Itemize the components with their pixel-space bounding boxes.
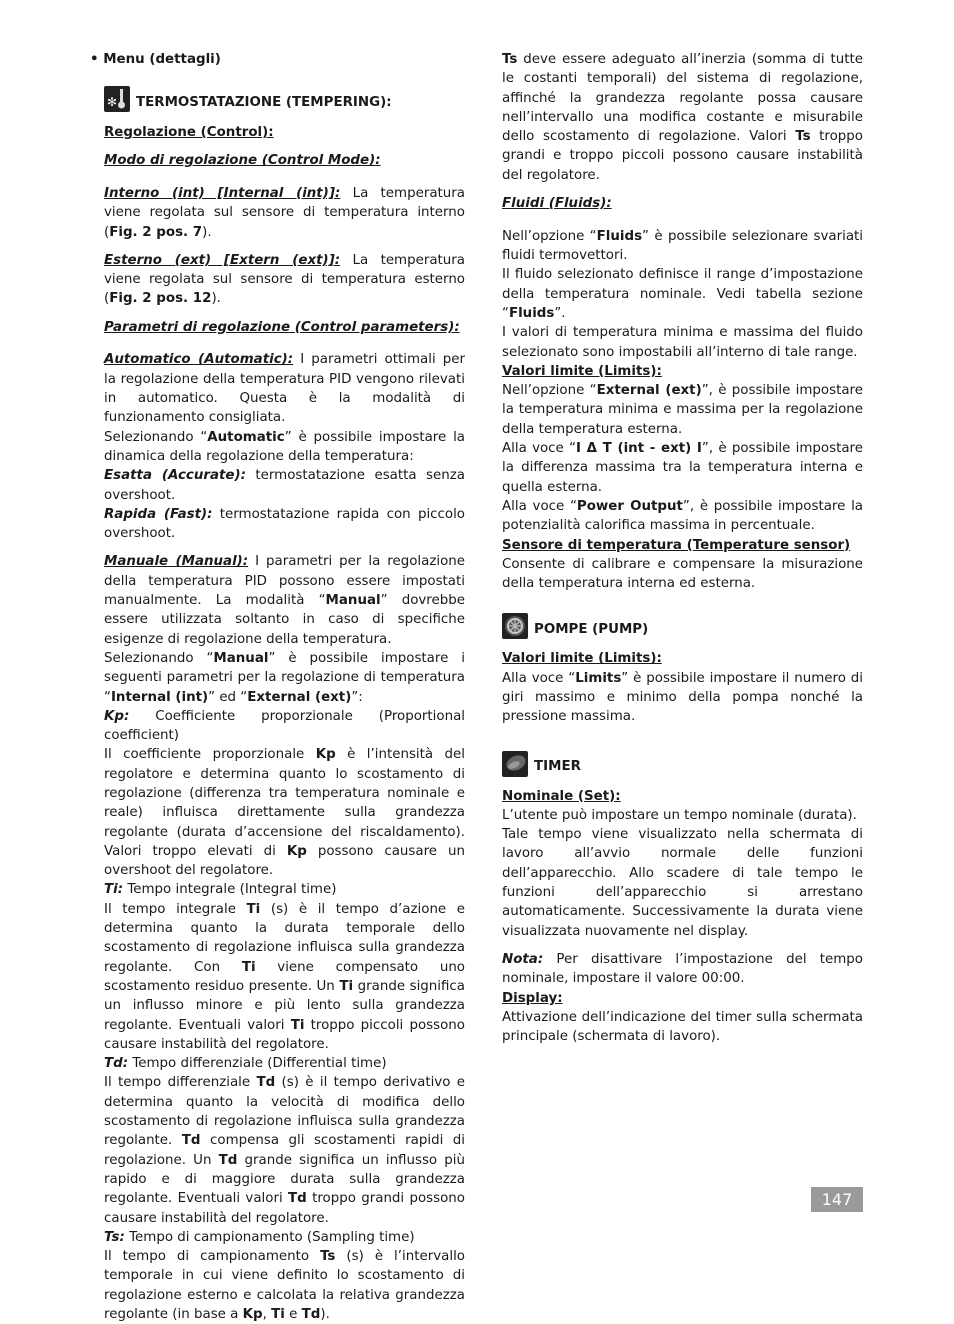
- text-run: troppo piccoli possono causare instabilità del regolatore.: [104, 1017, 465, 1052]
- text-run: Kp:: [104, 708, 130, 724]
- accurate-paragraph: [104, 466, 465, 505]
- text-run: Ts: [320, 1249, 336, 1265]
- thermometer-snowflake-icon: [104, 86, 130, 112]
- text-run: ,: [262, 1307, 272, 1322]
- manual-paragraph: [104, 552, 465, 648]
- text-run: La temperatura viene regolata sul sensore di temperatura esterno (: [104, 252, 465, 307]
- text-run: ).: [202, 224, 212, 240]
- text-run: Power Output: [576, 498, 683, 514]
- kp-title: [104, 707, 465, 746]
- internal-paragraph: [104, 184, 465, 242]
- limits-paragraph-2: [502, 439, 863, 497]
- fluids-paragraph-3: I valori di temperatura minima e massima del fluido selezionato sono impostabili all’interno di tale range.: [502, 325, 863, 360]
- text-run: Rapida (Fast):: [104, 506, 213, 522]
- fluids-paragraph-2: [502, 265, 863, 323]
- timer-icon: [502, 751, 528, 777]
- text-run: ).: [320, 1307, 330, 1322]
- text-run: I parametri per la regolazione della temperatura PID possono essere impostati manualmente. La modalità “: [104, 554, 465, 609]
- text-run: Manual: [325, 593, 381, 609]
- sensor-paragraph: Consente di calibrare e compensare la misurazione della temperatura interna ed esterna.: [502, 556, 863, 592]
- text-run: Tempo di campionamento (Sampling time): [124, 1229, 415, 1245]
- text-run: è l’intensità del regolatore e determina quanto lo scostamento di regolazione (differenza tra temperatura nominale e reale) influisca direttamente sulla grandezza regolante (durata d’accensione del riscaldamento). Valori troppo elevati di: [104, 747, 466, 859]
- text-run: Ti: [241, 959, 256, 975]
- automatic-select-paragraph: [104, 428, 465, 467]
- text-run: Alla voce “: [502, 498, 577, 514]
- display-heading: Display:: [502, 990, 563, 1006]
- text-run: ” dovrebbe essere utilizzata soltanto in caso di specifiche esigenze di regolazione della temperatura.: [104, 593, 465, 647]
- text-run: Manual: [213, 650, 269, 666]
- limits-paragraph-1: [502, 381, 863, 439]
- text-run: Ts:: [104, 1229, 125, 1245]
- text-run: termostatazione esatta senza overshoot.: [104, 468, 465, 503]
- text-run: troppo grandi e troppo piccoli possono causare instabilità del regolatore.: [502, 129, 863, 183]
- text-run: ”, è possibile impostare la potenzialità calorifica massima in percentuale.: [502, 498, 863, 534]
- text-run: troppo grandi possono causare instabilità del regolatore.: [104, 1191, 465, 1226]
- text-run: Automatico (Automatic):: [104, 352, 294, 368]
- text-run: possono causare un overshoot del regolatore.: [104, 843, 465, 879]
- text-run: Ts: [502, 52, 518, 67]
- text-run: Nell’opzione “: [502, 228, 597, 244]
- text-run: Per disattivare l’impostazione del tempo nominale, impostare il valore 00:00.: [502, 951, 863, 987]
- text-run: I parametri ottimali per la regolazione della temperatura PID vengono rilevati in automatico. Questa è la modalità di funzionamento consigliata.: [104, 352, 466, 426]
- text-run: (s) è l’intervallo temporale in cui viene definito lo scostamento di regolazione esterno e calcolata la relativa grandezza regolante (in base a: [104, 1249, 466, 1322]
- text-run: Td: [301, 1307, 321, 1322]
- text-run: Td: [218, 1152, 238, 1168]
- text-run: I Δ T (int - ext) I: [575, 441, 702, 457]
- text-run: Kp: [242, 1307, 263, 1322]
- pump-limits-paragraph: [502, 669, 863, 727]
- ts-continued-paragraph: [502, 50, 863, 185]
- text-run: Ts: [795, 129, 811, 145]
- fast-paragraph: [104, 505, 465, 544]
- text-run: Alla voce “: [502, 441, 576, 457]
- display-paragraph: Attivazione dell’indicazione del timer sulla schermata principale (schermata di lavoro).: [502, 1009, 863, 1045]
- text-run: Manuale (Manual):: [104, 554, 249, 570]
- text-run: deve essere adeguato all’inerzia (somma di tutte le costanti temporali) del sistema di regolazione, affinché la grandezza regolante possa causare nell’intervallo una modifica costante e misurabile dello scostamento di regolazione. Valori: [502, 52, 863, 145]
- text-run: Esterno (ext) [Extern (ext)]:: [104, 252, 341, 268]
- text-run: ” ed “: [208, 689, 248, 705]
- text-run: Tempo integrale (Integral time): [123, 882, 337, 898]
- pump-limits-heading: Valori limite (Limits):: [502, 651, 662, 667]
- text-run: Il tempo di campionamento: [104, 1249, 321, 1265]
- text-run: Automatic: [207, 429, 285, 445]
- svg-text:✻: ✻: [107, 95, 118, 109]
- text-run: ” è possibile impostare la dinamica della regolazione della temperatura:: [104, 429, 465, 464]
- text-run: viene compensato uno scostamento residuo presente. Un: [104, 959, 465, 994]
- set-paragraph-2: Tale tempo viene visualizzato nella schermata di lavoro all’avvio normale delle funzioni dell’apparecchio. Allo scadere di tale tempo le funzioni dell’apparecchio si arrestano automaticamente. Successivamente la durata viene visualizzata nuovamente nel display.: [502, 827, 863, 939]
- automatic-paragraph: [104, 350, 465, 427]
- td-paragraph: [104, 1073, 465, 1227]
- text-run: Td:: [104, 1056, 129, 1072]
- page-number: 147: [811, 1187, 863, 1212]
- control-heading: Regolazione (Control):: [104, 125, 274, 140]
- text-run: (s) è il tempo derivativo e determina quanto la velocità di modifica dello scostamento di regolazione influisca sulla grandezza regolante.: [104, 1075, 466, 1149]
- text-run: Fig. 2 pos. 12: [109, 291, 212, 307]
- ti-title: [104, 880, 465, 899]
- text-run: ” è possibile impostare i seguenti parametri per la regolazione di temperatura “: [104, 650, 465, 705]
- text-run: (s) è il tempo d’azione e determina quanto la durata temporale dello scostamento di regolazione influisca sulla grandezza regolante. Con: [104, 901, 465, 975]
- pump-title-text: POMPE (PUMP): [534, 622, 649, 638]
- text-run: compensa gli scostamenti rapidi di regolazione. Un: [104, 1133, 465, 1168]
- right-column: [502, 50, 863, 1046]
- text-run: Fluids: [508, 305, 555, 321]
- text-run: Selezionando “: [104, 650, 214, 666]
- manual-select-paragraph: [104, 649, 465, 707]
- pump-section-title: [502, 613, 863, 639]
- text-run: Kp: [286, 843, 307, 859]
- limits-paragraph-3: [502, 497, 863, 536]
- text-run: External (ext): [247, 689, 352, 705]
- text-run: Internal (int): [110, 689, 209, 705]
- text-run: Alla voce “: [502, 670, 576, 686]
- section-title-text: TERMOSTATAZIONE (TEMPERING):: [136, 94, 392, 110]
- timer-section-title: [502, 751, 863, 777]
- control-mode-heading: Modo di regolazione (Control Mode):: [104, 153, 381, 169]
- text-run: Coefficiente proporzionale (Proportional coefficient): [104, 708, 465, 744]
- text-run: ”, è possibile impostare la differenza massima tra la temperatura interna e quella esterna.: [502, 441, 863, 495]
- sensor-heading: Sensore di temperatura (Temperature sensor): [502, 537, 851, 553]
- text-run: Td: [288, 1191, 307, 1207]
- text-run: Il tempo differenziale: [104, 1075, 257, 1091]
- timer-title-text: TIMER: [534, 759, 581, 775]
- text-run: Esatta (Accurate):: [104, 468, 246, 484]
- text-run: Ti:: [104, 882, 124, 898]
- text-run: Il tempo integrale: [104, 901, 247, 917]
- external-paragraph: [104, 251, 465, 309]
- ts-paragraph: [104, 1247, 465, 1324]
- pump-icon: [502, 613, 528, 639]
- text-run: termostatazione rapida con piccolo overshoot.: [104, 506, 466, 542]
- ti-paragraph: [104, 900, 465, 1054]
- fluids-heading: Fluidi (Fluids):: [502, 196, 612, 212]
- text-run: Td: [181, 1133, 201, 1149]
- text-run: ”, è possibile impostare la temperatura minima e massima per la regolazione della temperatura esterna.: [502, 383, 863, 437]
- text-run: Interno (int) [Internal (int)]:: [104, 185, 341, 201]
- ts-title: [104, 1228, 465, 1247]
- limits-heading: Valori limite (Limits):: [502, 363, 662, 379]
- text-run: Limits: [575, 670, 622, 686]
- text-run: Ti: [271, 1307, 285, 1322]
- tempering-section-title: [104, 86, 465, 112]
- text-run: ” è possibile impostare il numero di giri massimo e minimo della pompa nonché la pressione massima.: [502, 670, 864, 725]
- text-run: Il coefficiente proporzionale: [104, 747, 316, 763]
- text-run: Fig. 2 pos. 7: [109, 224, 203, 240]
- text-run: Ti: [339, 978, 354, 994]
- text-run: Il fluido selezionato definisce il range d’impostazione della temperatura nominale. Vedi tabella sezione “: [502, 267, 863, 321]
- text-run: Nell’opzione “: [502, 383, 597, 399]
- set-paragraph-1: L’utente può impostare un tempo nominale (durata).: [502, 807, 857, 823]
- set-heading: Nominale (Set):: [502, 788, 621, 804]
- text-run: ).: [211, 291, 221, 307]
- text-run: grande significa un influsso minore e più lento sulla grandezza regolante. Eventuali valori: [104, 978, 465, 1033]
- text-run: Tempo differenziale (Differential time): [128, 1056, 387, 1072]
- text-run: Selezionando “: [104, 429, 208, 445]
- text-run: Td: [256, 1075, 276, 1091]
- menu-heading: • Menu (dettagli): [90, 52, 221, 67]
- text-run: Fluids: [596, 228, 643, 244]
- note-paragraph: [502, 950, 863, 989]
- fluids-paragraph-1: [502, 227, 863, 266]
- left-column: [104, 50, 465, 1324]
- control-params-heading: Parametri di regolazione (Control parameters):: [104, 319, 460, 335]
- text-run: Nota:: [502, 951, 544, 967]
- text-run: ”.: [554, 305, 566, 321]
- text-run: External (ext): [596, 383, 702, 399]
- kp-paragraph: [104, 745, 465, 880]
- text-run: grande significa un influsso più rapido e di maggiore durata sulla grandezza regolante. Eventuali valori: [104, 1152, 465, 1207]
- text-run: e: [284, 1307, 302, 1322]
- text-run: Ti: [290, 1017, 305, 1033]
- text-run: Ti: [246, 901, 261, 917]
- text-run: ” è possibile selezionare svariati fluidi termovettori.: [502, 228, 863, 264]
- text-run: La temperatura viene regolata sul sensore di temperatura interno (: [104, 185, 465, 240]
- td-title: [104, 1054, 465, 1073]
- text-run: Kp: [315, 747, 336, 763]
- text-run: ”:: [351, 689, 363, 705]
